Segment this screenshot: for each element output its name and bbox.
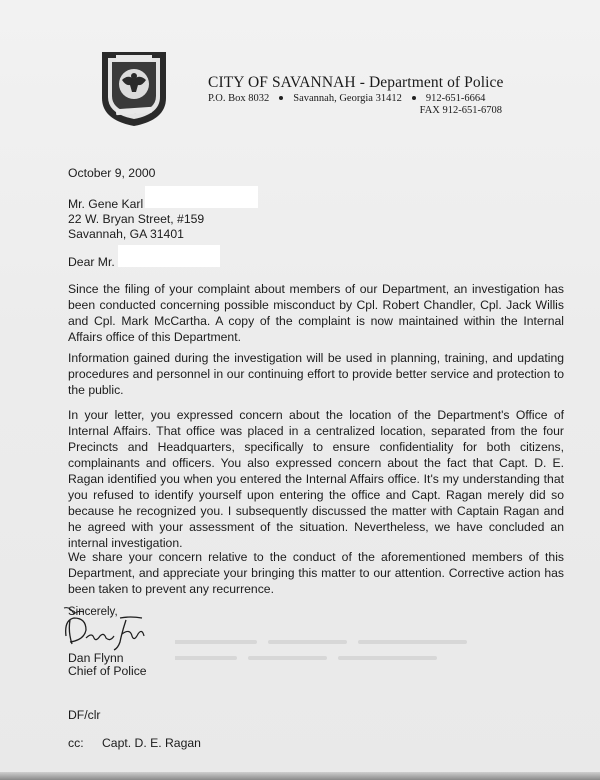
letterhead-title: CITY OF SAVANNAH - Department of Police <box>208 74 504 91</box>
bleed-through-texture <box>175 636 475 666</box>
city-seal-icon <box>98 46 170 128</box>
signer-name: Dan Flynn <box>68 651 124 665</box>
letter-date: October 9, 2000 <box>68 166 156 180</box>
phone-number: 912-651-6664 <box>425 93 486 104</box>
po-box: P.O. Box 8032 <box>208 93 270 104</box>
closing: Sincerely, <box>68 606 118 618</box>
cc-label: cc: <box>68 736 84 750</box>
recipient-city: Savannah, GA 31401 <box>68 227 184 241</box>
redaction-box <box>118 245 220 267</box>
scan-bottom-edge <box>0 772 600 780</box>
letterhead <box>208 74 508 116</box>
redaction-box <box>145 186 258 208</box>
bullet-icon <box>279 96 283 100</box>
city-state-zip: Savannah, Georgia 31412 <box>293 93 402 104</box>
typist-initials: DF/clr <box>68 708 101 722</box>
bullet-icon <box>412 96 416 100</box>
recipient-name: Mr. Gene Karl <box>68 197 144 211</box>
paragraph-2: Information gained during the investigation will be used in planning, training, and updating procedures and personnel in our continuing effort to provide better service and protection to the public. <box>68 351 564 397</box>
paragraph-3: In your letter, you expressed concern about the location of the Department's Office of Internal Affairs. That office was placed in a centralized location, separated from the four Precincts and Headquarters, specifically to ensure confidentiality for both citizens, complainants and officers. You also expressed concern about the fact that Capt. D. E. Ragan identified you when you entered the Internal Affairs office. It's my understanding that you refused to identify yourself upon entering the office and Capt. Ragan merely did so because he recognized you. I subsequently discussed the matter with Captain Ragan and he agreed with your assessment of the situation. Nevertheless, we have concluded an internal investigation. <box>68 408 564 550</box>
letterhead-address <box>208 93 485 104</box>
fax-number: FAX 912-651-6708 <box>419 105 502 116</box>
handwritten-signature <box>60 606 150 652</box>
recipient-street: 22 W. Bryan Street, #159 <box>68 212 205 226</box>
paragraph-1: Since the filing of your complaint about members of our Department, an investigation has been conducted concerning possible misconduct by Cpl. Robert Chandler, Cpl. Jack Willis and Cpl. Mark McCartha. A copy of the complaint is now maintained within the Internal Affairs office of this Department. <box>68 282 564 344</box>
salutation: Dear Mr. <box>68 255 115 269</box>
signer-title: Chief of Police <box>68 664 147 678</box>
paragraph-4: We share your concern relative to the conduct of the aforementioned members of this Department, and appreciate your bringing this matter to our attention. Corrective action has been taken to prevent any recurrence. <box>68 550 564 596</box>
cc-name: Capt. D. E. Ragan <box>102 736 201 750</box>
